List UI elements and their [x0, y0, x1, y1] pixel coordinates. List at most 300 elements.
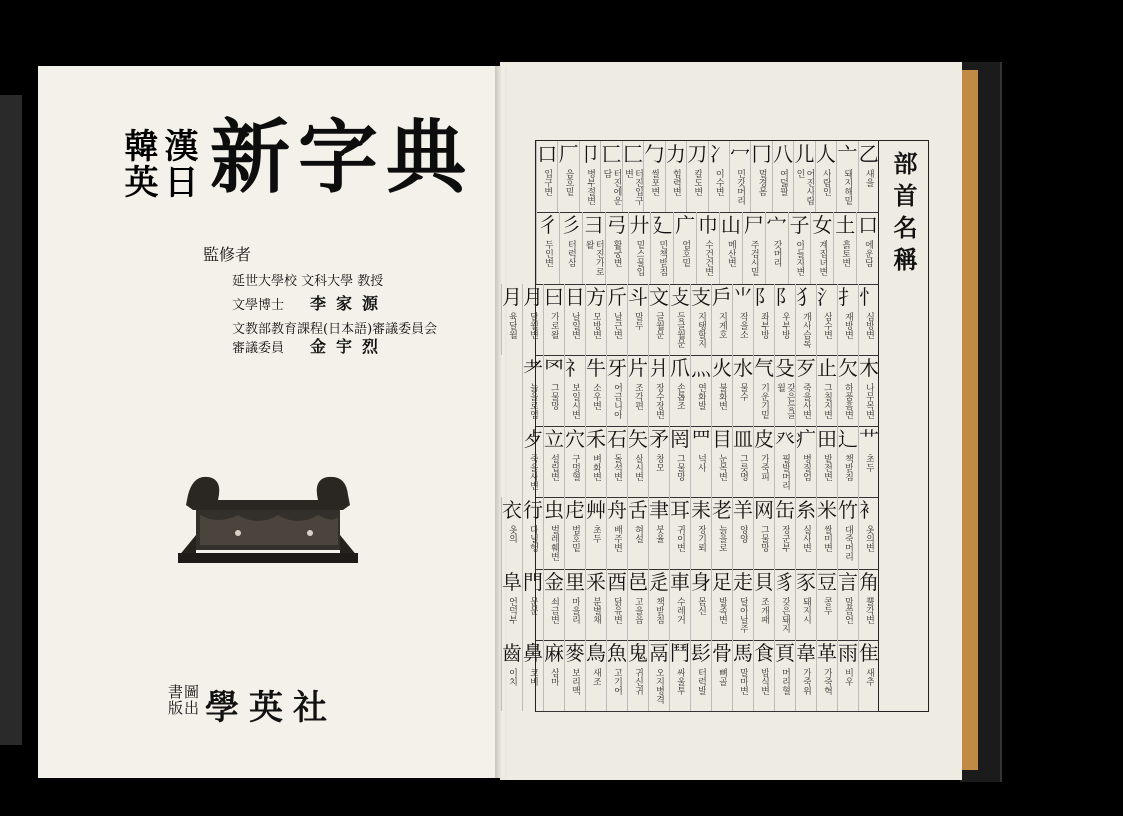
radical-reading: 우부방	[780, 311, 790, 339]
radical-character: 方	[586, 284, 606, 309]
radical-reading: 육달월	[507, 311, 517, 339]
radical-reading: 어금니아	[612, 382, 622, 419]
radical-reading: 구멍혈	[570, 454, 580, 481]
title-small-col1: 漢日	[158, 128, 198, 200]
radical-cell	[816, 569, 837, 640]
radical-character: 彐	[583, 213, 604, 238]
radical-cell	[711, 640, 732, 711]
radical-character: 艹	[859, 427, 879, 451]
radical-character: 阝	[754, 284, 774, 309]
radical-character: 糸	[796, 498, 816, 523]
radical-cell	[648, 284, 669, 355]
radical-cell	[627, 569, 648, 640]
radical-character: 疒	[796, 427, 816, 451]
radical-cell	[543, 426, 564, 497]
radical-row	[502, 497, 879, 569]
radical-character: 馬	[733, 640, 753, 665]
radical-reading: 가죽피	[759, 454, 769, 481]
radical-cell	[711, 426, 732, 497]
radical-character: 礻	[565, 355, 585, 380]
seal-char: 圖	[184, 683, 200, 701]
radical-cell	[788, 212, 811, 283]
radical-cell	[690, 640, 711, 711]
radical-reading: 밥식변	[759, 667, 769, 695]
radical-character: 火	[712, 355, 732, 380]
radical-cell	[795, 355, 816, 426]
radical-character: 木	[859, 355, 879, 380]
radical-character: 子	[789, 213, 810, 238]
radical-reading: 수건건변	[703, 240, 714, 277]
radical-reading: 붓율	[654, 525, 664, 544]
radical-character: 八	[773, 142, 794, 166]
back-cover	[960, 62, 1002, 782]
radical-reading: 사람인	[820, 169, 831, 196]
radical-character: 豆	[817, 569, 837, 594]
radical-cell	[858, 141, 879, 212]
radical-character: 鳥	[586, 640, 606, 665]
radical-reading: 그칠지변	[822, 382, 832, 419]
radical-reading: 싸울투	[675, 667, 685, 695]
radical-cell	[837, 569, 858, 640]
radical-character: 阝	[775, 284, 795, 309]
radical-cell	[501, 569, 522, 640]
radical-character: 气	[754, 355, 774, 380]
radical-cell	[708, 141, 729, 212]
radical-cell	[772, 141, 793, 212]
radical-character: 羊	[733, 498, 753, 523]
radical-reading: 책받침	[843, 454, 853, 481]
radical-character: 犭	[796, 284, 816, 309]
radical-reading: 삼수변	[822, 311, 832, 339]
radical-reading: 콩두	[822, 596, 832, 615]
radical-cell	[837, 426, 858, 497]
radical-cell	[606, 355, 627, 426]
radical-character: 牛	[586, 355, 606, 380]
radical-cell	[543, 569, 564, 640]
radical-character: 舌	[628, 498, 648, 523]
radical-cell	[582, 212, 605, 283]
radical-character: 米	[817, 498, 837, 523]
radical-reading: 실사변	[801, 525, 811, 553]
radical-cell	[810, 212, 833, 283]
radical-character: 矛	[649, 427, 669, 451]
radical-character: 老	[712, 498, 732, 523]
radical-reading: 넉사	[696, 454, 706, 472]
radical-reading: 밭전변	[822, 454, 832, 481]
radical-cell	[774, 426, 795, 497]
radical-table-title-text: 部首名稱	[889, 151, 918, 279]
radical-character: 行	[523, 498, 543, 523]
radical-character: 艸	[586, 498, 606, 523]
radical-cell	[711, 355, 732, 426]
radical-cell	[816, 284, 837, 355]
radical-reading: 몸신	[696, 596, 706, 615]
radical-cell	[669, 569, 690, 640]
radical-character: 竹	[838, 498, 858, 523]
radical-reading: 모방변	[591, 311, 601, 339]
radical-reading: 터진가로왈	[583, 240, 604, 277]
radical-cell	[774, 569, 795, 640]
radical-reading: 갓머리	[771, 240, 782, 268]
radical-reading: 손톱조	[675, 382, 685, 410]
radical-character: 殳	[775, 355, 795, 380]
radical-character: 目	[712, 427, 732, 451]
radical-cell	[648, 426, 669, 497]
radical-reading: 두인변	[543, 240, 554, 268]
radical-character: 勹	[644, 142, 665, 166]
radical-reading: 돌석변	[612, 454, 622, 481]
radical-reading: 글월문	[654, 311, 664, 339]
radical-cell	[522, 569, 543, 640]
radical-cell	[559, 212, 582, 283]
radical-reading: 문문	[528, 596, 538, 615]
radical-cell	[501, 284, 522, 355]
radical-cell	[669, 497, 690, 568]
radical-reading: 벼화변	[591, 454, 601, 481]
radical-cell	[753, 284, 774, 355]
radical-character: 口	[858, 213, 879, 238]
radical-reading: 눈목변	[717, 454, 727, 481]
radical-cell	[795, 284, 816, 355]
radical-cell	[501, 640, 522, 711]
radical-reading: 머리혈	[780, 667, 790, 695]
radical-character: 月	[502, 284, 522, 309]
radical-character: 走	[733, 569, 753, 594]
radical-character: 缶	[775, 498, 795, 523]
radical-cell	[669, 426, 690, 497]
radical-cell	[690, 284, 711, 355]
radical-reading: 계집녀변	[817, 240, 828, 277]
radical-cell	[650, 212, 673, 283]
radical-cell	[585, 497, 606, 568]
radical-cell	[536, 141, 557, 212]
radical-character: 冖	[730, 142, 751, 166]
radical-character: 月	[523, 284, 543, 309]
radical-character: 雨	[838, 640, 858, 665]
radical-character: 支	[691, 284, 711, 309]
radical-cell	[669, 284, 690, 355]
radical-character: 彳	[538, 213, 559, 238]
affiliation-line: 延世大學校 文科大學 教授	[232, 274, 384, 289]
author-title: 文學博士	[232, 298, 285, 313]
radical-reading: 옷의변	[864, 525, 874, 553]
radical-character: 扌	[838, 284, 858, 309]
radical-cell	[522, 497, 543, 568]
radical-character: 彡	[560, 213, 581, 238]
radical-character: 斤	[607, 284, 627, 309]
publisher-seal	[168, 684, 200, 716]
radical-cell	[833, 212, 856, 283]
radical-cell	[606, 497, 627, 568]
radical-character: 斗	[628, 284, 648, 309]
radical-cell	[732, 497, 753, 568]
radical-reading: 새조	[591, 667, 601, 686]
radical-reading: 터럭삼	[565, 240, 576, 268]
radical-cell	[711, 284, 732, 355]
radical-character: 足	[712, 569, 732, 594]
book-title: 新字典	[210, 110, 474, 204]
radical-reading: 가죽위	[801, 667, 811, 695]
seal-char: 出	[184, 699, 200, 717]
radical-cell	[627, 497, 648, 568]
radical-reading: 터럭발	[696, 667, 706, 695]
committee-line: 文教部教育課程(日本語)審議委員会	[232, 322, 438, 337]
seal-char: 版	[168, 699, 184, 717]
radical-reading: 새추	[864, 667, 874, 686]
radical-cell	[648, 355, 669, 426]
radical-cell	[522, 426, 543, 497]
radical-cell	[750, 141, 771, 212]
radical-reading: 심방변	[864, 311, 874, 339]
radical-character: 爪	[670, 355, 690, 380]
radical-character: 巾	[698, 213, 719, 238]
radical-character: 止	[817, 355, 837, 380]
radical-reading: 초두	[864, 454, 874, 472]
radical-cell	[669, 640, 690, 711]
radical-cell	[732, 426, 753, 497]
radical-reading: 코비	[528, 667, 538, 686]
radical-row	[536, 212, 879, 284]
radical-cell	[711, 569, 732, 640]
radical-row	[502, 284, 879, 356]
radical-cell	[837, 640, 858, 711]
radical-reading: 재방변	[843, 311, 853, 339]
radical-row	[502, 640, 879, 712]
radical-reading: 말두	[633, 311, 643, 330]
radical-reading: 멀경몸	[756, 169, 767, 196]
radical-reading: 돼지해밑	[842, 169, 853, 205]
radical-character: 口	[537, 142, 558, 166]
radical-reading: 달월변	[528, 311, 538, 339]
radical-cell	[585, 284, 606, 355]
radical-reading: 조각편	[633, 382, 643, 410]
radical-cell	[648, 569, 669, 640]
radical-cell	[606, 569, 627, 640]
radical-cell	[564, 497, 585, 568]
radical-cell	[793, 141, 814, 212]
radical-reading: 터진입구변	[622, 169, 643, 205]
radical-cell	[774, 284, 795, 355]
radical-character: 豕	[796, 569, 816, 594]
radical-character: 魚	[607, 640, 627, 665]
radical-cell	[600, 141, 621, 212]
radical-cell	[732, 640, 753, 711]
radical-cell	[543, 355, 564, 426]
radical-character: 石	[607, 427, 627, 451]
radical-names-table	[502, 140, 929, 712]
radical-character: 虫	[544, 498, 564, 523]
radical-cell	[543, 284, 564, 355]
committee-title: 審議委員	[232, 341, 285, 356]
radical-reading: 기운기밑	[759, 382, 769, 419]
radical-character: 罔	[670, 427, 690, 451]
radical-row	[523, 426, 879, 498]
page-edges	[960, 70, 978, 770]
radical-reading: 수레거	[675, 596, 685, 624]
radical-cell	[837, 355, 858, 426]
radical-cell	[836, 141, 857, 212]
radical-reading: 귀신귀	[633, 667, 643, 695]
radical-cell	[858, 355, 879, 426]
radical-reading: 하품흠변	[843, 382, 853, 419]
radical-character: ⺌	[733, 284, 753, 309]
radical-cell	[564, 355, 585, 426]
radical-character: 广	[675, 213, 696, 238]
radical-character: 金	[544, 569, 564, 594]
radical-row	[523, 355, 879, 427]
radical-cell	[729, 141, 750, 212]
radical-character: 水	[733, 355, 753, 380]
radical-reading: 터진에운담	[601, 169, 622, 205]
radical-reading: 벌레훼변	[549, 525, 559, 562]
radical-reading: 그물망	[675, 454, 685, 481]
radical-character: 耒	[691, 498, 711, 523]
radical-character: 日	[565, 284, 585, 309]
radical-reading: 말마변	[738, 667, 748, 695]
radical-reading: 필발머리	[780, 454, 790, 490]
radical-cell	[815, 141, 836, 212]
radical-reading: 언덕부	[507, 596, 517, 624]
radical-character: 皮	[754, 427, 774, 451]
radical-character: 辶	[838, 427, 858, 451]
radical-character: 骨	[712, 640, 732, 665]
radical-character: 禾	[586, 427, 606, 451]
radical-reading: 범호밑	[570, 525, 580, 553]
radical-cell	[753, 355, 774, 426]
radical-character: 頁	[775, 640, 795, 665]
radical-cell	[774, 640, 795, 711]
radical-reading: 아들자변	[794, 240, 805, 277]
radical-cell	[753, 640, 774, 711]
radical-cell	[690, 569, 711, 640]
radical-cell	[690, 355, 711, 426]
radical-reading: 쌀미변	[822, 525, 832, 553]
radical-character: 攴	[670, 284, 690, 309]
radical-character: 网	[754, 498, 774, 523]
author-line-1	[232, 291, 388, 314]
radical-character: 牙	[607, 355, 627, 380]
radical-reading: 늙을로엄	[528, 382, 538, 419]
radical-character: 亠	[837, 142, 858, 166]
radical-cell	[696, 212, 719, 283]
radical-character: 衣	[502, 498, 522, 523]
radical-reading: 가로왈	[549, 311, 559, 339]
radical-reading: 대죽머리	[843, 525, 853, 562]
radical-character: 田	[817, 427, 837, 451]
radical-character: 乙	[858, 142, 879, 166]
radical-reading: 말씀언	[843, 596, 853, 624]
radical-character: 厂	[558, 142, 579, 166]
radical-reading: 고을읍	[633, 596, 643, 624]
radical-reading: 다닐행	[528, 525, 538, 553]
radical-reading: 지게호	[717, 311, 727, 339]
radical-cell	[627, 426, 648, 497]
radical-reading: 살시변	[633, 454, 643, 481]
radical-cell	[564, 640, 585, 711]
radical-character: 欠	[838, 355, 858, 380]
radical-cell	[606, 426, 627, 497]
radical-cell	[711, 497, 732, 568]
radical-character: 豸	[775, 569, 795, 594]
radical-cell	[627, 640, 648, 711]
radical-cell	[564, 569, 585, 640]
radical-cell	[795, 497, 816, 568]
radical-character: 廾	[629, 213, 650, 238]
radical-reading: 장수장변	[654, 382, 664, 419]
radical-reading: 뿔각변	[864, 596, 874, 624]
radical-reading: 칼도변	[692, 169, 703, 196]
radical-reading: 창모	[654, 454, 664, 472]
radical-character: 皿	[733, 427, 753, 451]
radical-reading: 활궁변	[611, 240, 622, 268]
radical-reading: 입구변	[542, 169, 553, 196]
radical-reading: 연화발	[696, 382, 706, 410]
radical-character: 革	[817, 640, 837, 665]
radical-cell	[564, 284, 585, 355]
radical-reading: 이수변	[713, 169, 724, 196]
radical-cell	[606, 284, 627, 355]
radical-cell	[585, 640, 606, 711]
radical-reading: 병질엄	[801, 454, 811, 481]
radical-character: 邑	[628, 569, 648, 594]
radical-character: 弓	[606, 213, 627, 238]
radical-cell	[742, 212, 765, 283]
radical-character: 髟	[691, 640, 711, 665]
radical-reading: 장군부	[780, 525, 790, 553]
radical-cell	[648, 640, 669, 711]
radical-character: 立	[544, 427, 564, 451]
radical-character: 辵	[649, 569, 669, 594]
radical-cell	[543, 640, 564, 711]
radical-cell	[753, 497, 774, 568]
radical-reading: 에운담	[863, 240, 874, 268]
radical-reading: 이치	[507, 667, 517, 686]
radical-character: 歹	[796, 355, 816, 380]
radical-character: 癶	[775, 427, 795, 451]
radical-cell	[669, 355, 690, 426]
radical-character: 女	[812, 213, 833, 238]
radical-reading: 갖은등글월	[775, 382, 795, 419]
radical-character: 衤	[859, 498, 879, 523]
radical-row	[502, 569, 879, 641]
radical-cell	[732, 284, 753, 355]
radical-reading: 좌부방	[759, 311, 769, 339]
radical-reading: 분별채	[591, 596, 601, 624]
radical-character: 耂	[523, 355, 543, 380]
radical-reading: 날근변	[612, 311, 622, 339]
radical-cell	[795, 640, 816, 711]
radical-reading: 등글월문	[675, 311, 685, 348]
radical-cell	[628, 212, 651, 283]
radical-character: 酉	[607, 569, 627, 594]
radical-cell	[816, 426, 837, 497]
radical-cell	[858, 284, 879, 355]
radical-reading: 민갓머리	[735, 169, 746, 205]
radical-cell	[585, 569, 606, 640]
radical-character: 廴	[652, 213, 673, 238]
radical-reading: 음호밑	[563, 169, 574, 196]
radical-reading: 그물망	[759, 525, 769, 553]
radical-cell	[732, 569, 753, 640]
radical-reading: 밑스물입	[634, 240, 645, 277]
radical-character: 山	[720, 213, 741, 238]
radical-character: 耳	[670, 498, 690, 523]
radical-reading: 설립변	[549, 454, 559, 481]
radical-reading: 양양	[738, 525, 748, 544]
radical-character: 韋	[796, 640, 816, 665]
radical-cell	[774, 355, 795, 426]
radical-cell	[816, 355, 837, 426]
